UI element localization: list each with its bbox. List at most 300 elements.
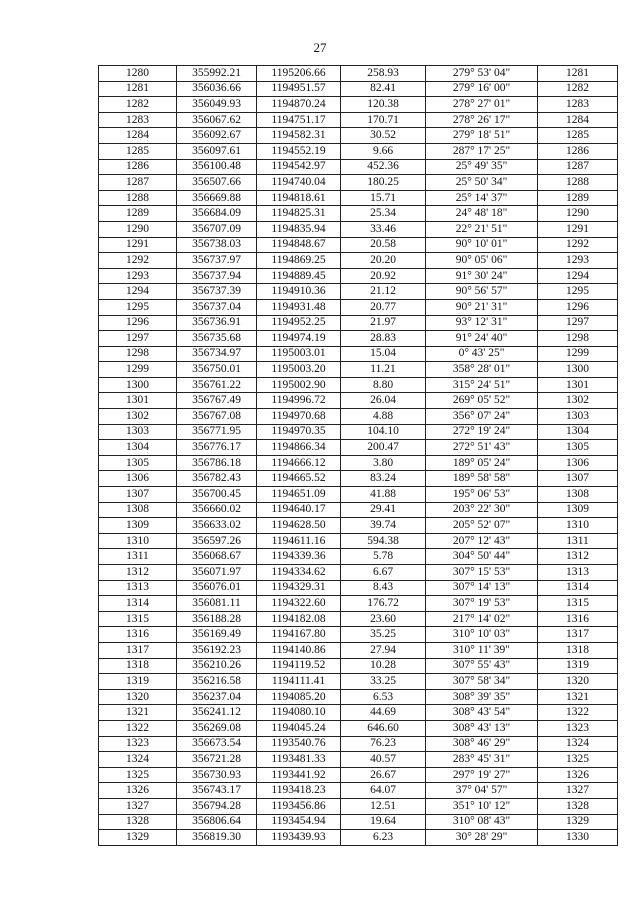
table-row (99, 580, 618, 596)
y-coordinate-cell: 1193441.92 (257, 767, 341, 783)
x-coordinate-cell: 356216.58 (177, 674, 257, 690)
y-coordinate-cell: 1194085.20 (257, 689, 341, 705)
x-coordinate-cell: 356786.18 (177, 455, 257, 471)
table-row (99, 471, 618, 487)
y-coordinate-cell: 1194870.24 (257, 97, 341, 113)
point-number-cell: 1282 (99, 97, 177, 113)
y-coordinate-cell: 1194740.04 (257, 175, 341, 191)
next-point-cell: 1282 (538, 81, 618, 97)
distance-cell: 20.20 (341, 253, 426, 269)
distance-cell: 40.57 (341, 752, 426, 768)
y-coordinate-cell: 1195002.90 (257, 377, 341, 393)
y-coordinate-cell: 1194182.08 (257, 611, 341, 627)
distance-cell: 44.69 (341, 705, 426, 721)
distance-cell: 82.41 (341, 81, 426, 97)
table-row (99, 299, 618, 315)
next-point-cell: 1281 (538, 66, 618, 82)
y-coordinate-cell: 1193454.94 (257, 814, 341, 830)
next-point-cell: 1308 (538, 487, 618, 503)
next-point-cell: 1311 (538, 533, 618, 549)
x-coordinate-cell: 355992.21 (177, 66, 257, 82)
x-coordinate-cell: 356819.30 (177, 830, 257, 846)
x-coordinate-cell: 356633.02 (177, 518, 257, 534)
table-row (99, 752, 618, 768)
y-coordinate-cell: 1193456.86 (257, 798, 341, 814)
next-point-cell: 1292 (538, 237, 618, 253)
distance-cell: 6.23 (341, 830, 426, 846)
table-row (99, 221, 618, 237)
bearing-cell: 272° 19' 24" (426, 424, 538, 440)
x-coordinate-cell: 356597.26 (177, 533, 257, 549)
distance-cell: 25.34 (341, 206, 426, 222)
y-coordinate-cell: 1194931.48 (257, 299, 341, 315)
point-number-cell: 1286 (99, 159, 177, 175)
x-coordinate-cell: 356507.66 (177, 175, 257, 191)
x-coordinate-cell: 356068.67 (177, 549, 257, 565)
bearing-cell: 304° 50' 44" (426, 549, 538, 565)
bearing-cell: 91° 30' 24" (426, 268, 538, 284)
next-point-cell: 1294 (538, 268, 618, 284)
bearing-cell: 25° 49' 35" (426, 159, 538, 175)
next-point-cell: 1305 (538, 440, 618, 456)
x-coordinate-cell: 356237.04 (177, 689, 257, 705)
x-coordinate-cell: 356036.66 (177, 81, 257, 97)
point-number-cell: 1300 (99, 377, 177, 393)
bearing-cell: 24° 48' 18" (426, 206, 538, 222)
bearing-cell: 207° 12' 43" (426, 533, 538, 549)
table-row (99, 596, 618, 612)
y-coordinate-cell: 1194640.17 (257, 502, 341, 518)
table-row (99, 611, 618, 627)
y-coordinate-cell: 1194910.36 (257, 284, 341, 300)
page-number: 27 (313, 40, 327, 55)
x-coordinate-cell: 356736.91 (177, 315, 257, 331)
distance-cell: 21.12 (341, 284, 426, 300)
table-row (99, 237, 618, 253)
x-coordinate-cell: 356738.03 (177, 237, 257, 253)
next-point-cell: 1297 (538, 315, 618, 331)
x-coordinate-cell: 356734.97 (177, 346, 257, 362)
table-row (99, 81, 618, 97)
y-coordinate-cell: 1194848.67 (257, 237, 341, 253)
bearing-cell: 203° 22' 30" (426, 502, 538, 518)
bearing-cell: 90° 05' 06" (426, 253, 538, 269)
distance-cell: 41.88 (341, 487, 426, 503)
table-row (99, 565, 618, 581)
x-coordinate-cell: 356806.64 (177, 814, 257, 830)
bearing-cell: 217° 14' 02" (426, 611, 538, 627)
distance-cell: 176.72 (341, 596, 426, 612)
table-row (99, 268, 618, 284)
coordinates-table-body (99, 66, 618, 846)
bearing-cell: 310° 11' 39" (426, 642, 538, 658)
point-number-cell: 1326 (99, 783, 177, 799)
point-number-cell: 1310 (99, 533, 177, 549)
y-coordinate-cell: 1194974.19 (257, 331, 341, 347)
table-row (99, 346, 618, 362)
table-row (99, 798, 618, 814)
bearing-cell: 308° 39' 35" (426, 689, 538, 705)
y-coordinate-cell: 1194552.19 (257, 143, 341, 159)
distance-cell: 39.74 (341, 518, 426, 534)
point-number-cell: 1283 (99, 112, 177, 128)
y-coordinate-cell: 1194970.68 (257, 409, 341, 425)
y-coordinate-cell: 1195003.20 (257, 362, 341, 378)
y-coordinate-cell: 1194889.45 (257, 268, 341, 284)
x-coordinate-cell: 356067.62 (177, 112, 257, 128)
bearing-cell: 307° 55' 43" (426, 658, 538, 674)
next-point-cell: 1324 (538, 736, 618, 752)
point-number-cell: 1312 (99, 565, 177, 581)
bearing-cell: 307° 58' 34" (426, 674, 538, 690)
next-point-cell: 1284 (538, 112, 618, 128)
x-coordinate-cell: 356794.28 (177, 798, 257, 814)
distance-cell: 120.38 (341, 97, 426, 113)
x-coordinate-cell: 356169.49 (177, 627, 257, 643)
x-coordinate-cell: 356737.94 (177, 268, 257, 284)
table-row (99, 66, 618, 82)
next-point-cell: 1328 (538, 798, 618, 814)
point-number-cell: 1302 (99, 409, 177, 425)
next-point-cell: 1314 (538, 580, 618, 596)
next-point-cell: 1300 (538, 362, 618, 378)
x-coordinate-cell: 356669.88 (177, 190, 257, 206)
y-coordinate-cell: 1194866.34 (257, 440, 341, 456)
table-row (99, 518, 618, 534)
point-number-cell: 1317 (99, 642, 177, 658)
distance-cell: 15.71 (341, 190, 426, 206)
point-number-cell: 1323 (99, 736, 177, 752)
next-point-cell: 1323 (538, 720, 618, 736)
x-coordinate-cell: 356684.09 (177, 206, 257, 222)
bearing-cell: 279° 18' 51" (426, 128, 538, 144)
x-coordinate-cell: 356241.12 (177, 705, 257, 721)
table-row (99, 284, 618, 300)
bearing-cell: 25° 50' 34" (426, 175, 538, 191)
next-point-cell: 1312 (538, 549, 618, 565)
bearing-cell: 272° 51' 43" (426, 440, 538, 456)
x-coordinate-cell: 356097.61 (177, 143, 257, 159)
y-coordinate-cell: 1194951.57 (257, 81, 341, 97)
y-coordinate-cell: 1194869.25 (257, 253, 341, 269)
bearing-cell: 358° 28' 01" (426, 362, 538, 378)
table-row (99, 97, 618, 113)
point-number-cell: 1295 (99, 299, 177, 315)
bearing-cell: 30° 28' 29" (426, 830, 538, 846)
next-point-cell: 1315 (538, 596, 618, 612)
point-number-cell: 1327 (99, 798, 177, 814)
next-point-cell: 1317 (538, 627, 618, 643)
y-coordinate-cell: 1194666.12 (257, 455, 341, 471)
point-number-cell: 1329 (99, 830, 177, 846)
table-row (99, 175, 618, 191)
y-coordinate-cell: 1194334.62 (257, 565, 341, 581)
distance-cell: 26.04 (341, 393, 426, 409)
bearing-cell: 0° 43' 25" (426, 346, 538, 362)
next-point-cell: 1321 (538, 689, 618, 705)
x-coordinate-cell: 356737.97 (177, 253, 257, 269)
next-point-cell: 1316 (538, 611, 618, 627)
distance-cell: 83.24 (341, 471, 426, 487)
table-row (99, 767, 618, 783)
table-row (99, 424, 618, 440)
bearing-cell: 287° 17' 25" (426, 143, 538, 159)
y-coordinate-cell: 1194119.52 (257, 658, 341, 674)
distance-cell: 20.58 (341, 237, 426, 253)
next-point-cell: 1286 (538, 143, 618, 159)
bearing-cell: 279° 53' 04" (426, 66, 538, 82)
table-row (99, 362, 618, 378)
y-coordinate-cell: 1194582.31 (257, 128, 341, 144)
bearing-cell: 308° 46' 29" (426, 736, 538, 752)
y-coordinate-cell: 1194970.35 (257, 424, 341, 440)
bearing-cell: 308° 43' 54" (426, 705, 538, 721)
y-coordinate-cell: 1193481.33 (257, 752, 341, 768)
point-number-cell: 1292 (99, 253, 177, 269)
distance-cell: 104.10 (341, 424, 426, 440)
distance-cell: 20.77 (341, 299, 426, 315)
x-coordinate-cell: 356735.68 (177, 331, 257, 347)
x-coordinate-cell: 356700.45 (177, 487, 257, 503)
distance-cell: 4.88 (341, 409, 426, 425)
next-point-cell: 1326 (538, 767, 618, 783)
distance-cell: 8.43 (341, 580, 426, 596)
table-row (99, 502, 618, 518)
point-number-cell: 1289 (99, 206, 177, 222)
y-coordinate-cell: 1194952.25 (257, 315, 341, 331)
distance-cell: 452.36 (341, 159, 426, 175)
bearing-cell: 91° 24' 40" (426, 331, 538, 347)
point-number-cell: 1291 (99, 237, 177, 253)
point-number-cell: 1319 (99, 674, 177, 690)
bearing-cell: 269° 05' 52" (426, 393, 538, 409)
y-coordinate-cell: 1194996.72 (257, 393, 341, 409)
next-point-cell: 1296 (538, 299, 618, 315)
distance-cell: 6.53 (341, 689, 426, 705)
table-row (99, 674, 618, 690)
table-row (99, 159, 618, 175)
bearing-cell: 90° 56' 57" (426, 284, 538, 300)
table-row (99, 720, 618, 736)
bearing-cell: 93° 12' 31" (426, 315, 538, 331)
next-point-cell: 1293 (538, 253, 618, 269)
next-point-cell: 1307 (538, 471, 618, 487)
x-coordinate-cell: 356673.54 (177, 736, 257, 752)
y-coordinate-cell: 1194651.09 (257, 487, 341, 503)
bearing-cell: 283° 45' 31" (426, 752, 538, 768)
point-number-cell: 1297 (99, 331, 177, 347)
point-number-cell: 1303 (99, 424, 177, 440)
x-coordinate-cell: 356707.09 (177, 221, 257, 237)
x-coordinate-cell: 356092.67 (177, 128, 257, 144)
table-row (99, 642, 618, 658)
next-point-cell: 1325 (538, 752, 618, 768)
next-point-cell: 1287 (538, 159, 618, 175)
distance-cell: 180.25 (341, 175, 426, 191)
distance-cell: 64.07 (341, 783, 426, 799)
point-number-cell: 1298 (99, 346, 177, 362)
bearing-cell: 90° 10' 01" (426, 237, 538, 253)
point-number-cell: 1318 (99, 658, 177, 674)
distance-cell: 30.52 (341, 128, 426, 144)
distance-cell: 76.23 (341, 736, 426, 752)
y-coordinate-cell: 1195206.66 (257, 66, 341, 82)
distance-cell: 170.71 (341, 112, 426, 128)
distance-cell: 594.38 (341, 533, 426, 549)
point-number-cell: 1307 (99, 487, 177, 503)
y-coordinate-cell: 1194329.31 (257, 580, 341, 596)
distance-cell: 27.94 (341, 642, 426, 658)
table-row (99, 253, 618, 269)
x-coordinate-cell: 356737.39 (177, 284, 257, 300)
y-coordinate-cell: 1194339.36 (257, 549, 341, 565)
x-coordinate-cell: 356076.01 (177, 580, 257, 596)
y-coordinate-cell: 1194322.60 (257, 596, 341, 612)
y-coordinate-cell: 1195003.01 (257, 346, 341, 362)
table-row (99, 830, 618, 846)
table-row (99, 533, 618, 549)
x-coordinate-cell: 356210.26 (177, 658, 257, 674)
point-number-cell: 1304 (99, 440, 177, 456)
x-coordinate-cell: 356192.23 (177, 642, 257, 658)
point-number-cell: 1296 (99, 315, 177, 331)
point-number-cell: 1311 (99, 549, 177, 565)
bearing-cell: 307° 14' 13" (426, 580, 538, 596)
table-row (99, 783, 618, 799)
next-point-cell: 1289 (538, 190, 618, 206)
next-point-cell: 1322 (538, 705, 618, 721)
x-coordinate-cell: 356081.11 (177, 596, 257, 612)
table-row (99, 627, 618, 643)
table-row (99, 814, 618, 830)
distance-cell: 15.04 (341, 346, 426, 362)
x-coordinate-cell: 356767.08 (177, 409, 257, 425)
point-number-cell: 1322 (99, 720, 177, 736)
x-coordinate-cell: 356771.95 (177, 424, 257, 440)
x-coordinate-cell: 356730.93 (177, 767, 257, 783)
distance-cell: 33.25 (341, 674, 426, 690)
distance-cell: 26.67 (341, 767, 426, 783)
y-coordinate-cell: 1193540.76 (257, 736, 341, 752)
point-number-cell: 1280 (99, 66, 177, 82)
next-point-cell: 1295 (538, 284, 618, 300)
x-coordinate-cell: 356737.04 (177, 299, 257, 315)
point-number-cell: 1299 (99, 362, 177, 378)
y-coordinate-cell: 1194835.94 (257, 221, 341, 237)
distance-cell: 23.60 (341, 611, 426, 627)
bearing-cell: 279° 16' 00" (426, 81, 538, 97)
y-coordinate-cell: 1194167.80 (257, 627, 341, 643)
distance-cell: 646.60 (341, 720, 426, 736)
next-point-cell: 1304 (538, 424, 618, 440)
table-row (99, 689, 618, 705)
point-number-cell: 1288 (99, 190, 177, 206)
point-number-cell: 1316 (99, 627, 177, 643)
next-point-cell: 1310 (538, 518, 618, 534)
bearing-cell: 308° 43' 13" (426, 720, 538, 736)
table-row (99, 315, 618, 331)
table-row (99, 705, 618, 721)
point-number-cell: 1309 (99, 518, 177, 534)
next-point-cell: 1298 (538, 331, 618, 347)
distance-cell: 29.41 (341, 502, 426, 518)
bearing-cell: 90° 21' 31" (426, 299, 538, 315)
point-number-cell: 1324 (99, 752, 177, 768)
bearing-cell: 356° 07' 24" (426, 409, 538, 425)
next-point-cell: 1318 (538, 642, 618, 658)
y-coordinate-cell: 1194825.31 (257, 206, 341, 222)
distance-cell: 35.25 (341, 627, 426, 643)
table-row (99, 658, 618, 674)
table-row (99, 206, 618, 222)
distance-cell: 19.64 (341, 814, 426, 830)
next-point-cell: 1288 (538, 175, 618, 191)
x-coordinate-cell: 356782.43 (177, 471, 257, 487)
next-point-cell: 1302 (538, 393, 618, 409)
bearing-cell: 22° 21' 51" (426, 221, 538, 237)
point-number-cell: 1290 (99, 221, 177, 237)
point-number-cell: 1314 (99, 596, 177, 612)
point-number-cell: 1328 (99, 814, 177, 830)
bearing-cell: 278° 27' 01" (426, 97, 538, 113)
x-coordinate-cell: 356721.28 (177, 752, 257, 768)
x-coordinate-cell: 356049.93 (177, 97, 257, 113)
bearing-cell: 25° 14' 37" (426, 190, 538, 206)
next-point-cell: 1283 (538, 97, 618, 113)
point-number-cell: 1294 (99, 284, 177, 300)
distance-cell: 6.67 (341, 565, 426, 581)
point-number-cell: 1315 (99, 611, 177, 627)
next-point-cell: 1327 (538, 783, 618, 799)
next-point-cell: 1330 (538, 830, 618, 846)
next-point-cell: 1306 (538, 455, 618, 471)
point-number-cell: 1320 (99, 689, 177, 705)
point-number-cell: 1285 (99, 143, 177, 159)
point-number-cell: 1293 (99, 268, 177, 284)
y-coordinate-cell: 1194542.97 (257, 159, 341, 175)
bearing-cell: 205° 52' 07" (426, 518, 538, 534)
bearing-cell: 37° 04' 57" (426, 783, 538, 799)
y-coordinate-cell: 1194140.86 (257, 642, 341, 658)
bearing-cell: 310° 08' 43" (426, 814, 538, 830)
next-point-cell: 1320 (538, 674, 618, 690)
point-number-cell: 1305 (99, 455, 177, 471)
x-coordinate-cell: 356767.49 (177, 393, 257, 409)
x-coordinate-cell: 356761.22 (177, 377, 257, 393)
distance-cell: 12.51 (341, 798, 426, 814)
distance-cell: 5.78 (341, 549, 426, 565)
coordinates-table (98, 65, 618, 846)
bearing-cell: 278° 26' 17" (426, 112, 538, 128)
y-coordinate-cell: 1194080.10 (257, 705, 341, 721)
point-number-cell: 1287 (99, 175, 177, 191)
next-point-cell: 1309 (538, 502, 618, 518)
table-row (99, 143, 618, 159)
table-row (99, 549, 618, 565)
table-row (99, 128, 618, 144)
y-coordinate-cell: 1194628.50 (257, 518, 341, 534)
next-point-cell: 1299 (538, 346, 618, 362)
bearing-cell: 307° 15' 53" (426, 565, 538, 581)
bearing-cell: 351° 10' 12" (426, 798, 538, 814)
distance-cell: 33.46 (341, 221, 426, 237)
bearing-cell: 195° 06' 53" (426, 487, 538, 503)
x-coordinate-cell: 356776.17 (177, 440, 257, 456)
distance-cell: 200.47 (341, 440, 426, 456)
next-point-cell: 1290 (538, 206, 618, 222)
point-number-cell: 1281 (99, 81, 177, 97)
y-coordinate-cell: 1194751.17 (257, 112, 341, 128)
